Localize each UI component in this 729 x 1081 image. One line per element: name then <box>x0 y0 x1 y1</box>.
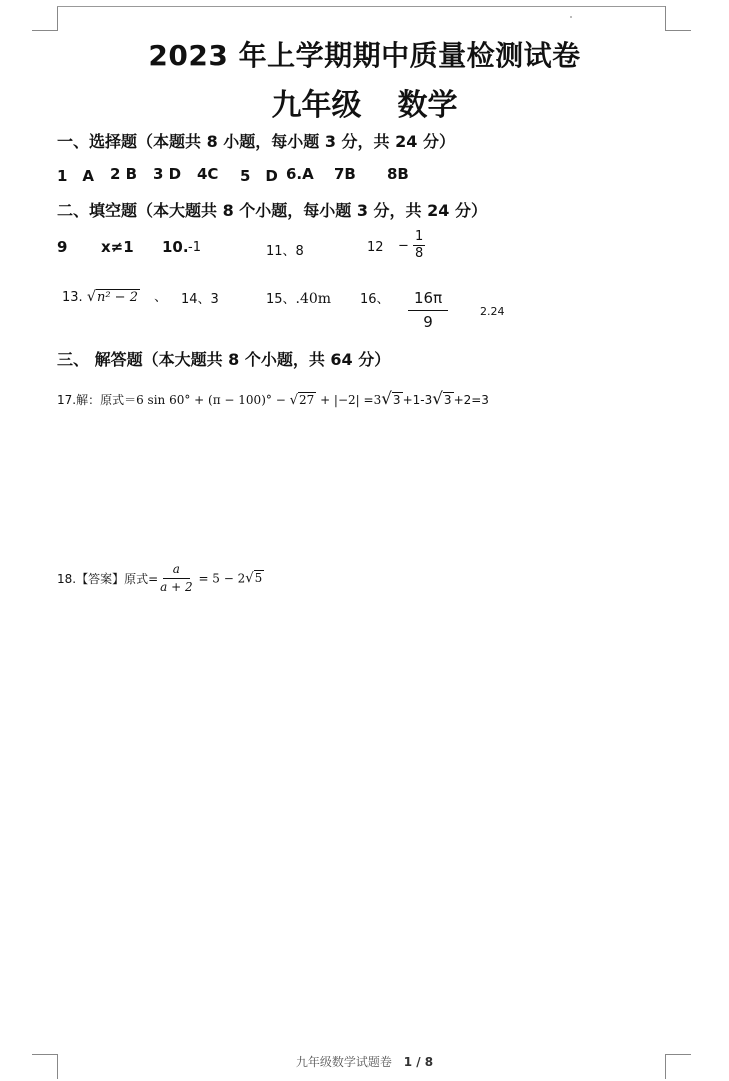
q17-expr-c: +1-3 <box>402 393 433 407</box>
section3-heading: 三、 解答题（本大题共 8 个小题，共 64 分） <box>57 350 391 369</box>
q9-answer: x≠1 <box>101 238 134 256</box>
answer-2: 2 B <box>110 165 138 183</box>
q15-number: 15、 <box>266 292 296 307</box>
page-top-border <box>57 6 665 7</box>
q12-denominator: 8 <box>415 246 424 262</box>
q15-answer: .40m <box>295 291 332 307</box>
q17-radical-1: √27 <box>289 393 315 408</box>
q13-number: 13. <box>62 290 83 305</box>
q11-answer: 11、8 <box>266 244 304 259</box>
q17-expr-b: + |−2| =3 <box>316 393 382 407</box>
answer-5: 5 D <box>240 167 278 185</box>
q13-separator: 、 <box>154 290 168 305</box>
q10-number: 10. <box>162 238 189 256</box>
corner-mark-top-left <box>32 6 58 31</box>
answer-8: 8B <box>387 165 409 183</box>
q10-answer: -1 <box>188 240 201 255</box>
q16-numerator: 16π <box>408 290 448 311</box>
q15-line <box>266 288 331 307</box>
speck <box>570 16 572 18</box>
q18-solution <box>57 563 264 594</box>
footer-label: 九年级数学试题卷 <box>295 1055 392 1069</box>
q13-radical: √n² − 2 <box>86 289 138 305</box>
q18-equals: = 5 − 2 <box>194 571 246 586</box>
page-number: 1 / 8 <box>403 1055 434 1069</box>
q9-number: 9 <box>57 238 68 256</box>
answer-4: 4C <box>197 165 219 183</box>
answer-1: 1 A <box>57 167 95 185</box>
q16-number: 16、 <box>360 292 390 307</box>
q12-number: 12 <box>367 240 384 255</box>
q13-line <box>62 286 167 305</box>
q16-answer <box>408 290 448 330</box>
q17-expr-a: 原式＝6 sin 60° + (π − 100)° − <box>100 393 290 407</box>
q14-answer: 14、3 <box>181 292 219 307</box>
q13-radicand: n² − 2 <box>96 290 138 305</box>
q18-radical: √5 <box>245 571 263 587</box>
q12-answer <box>398 230 425 262</box>
q17-radical-2: √3 <box>381 388 401 408</box>
corner-mark-top-right <box>665 6 691 31</box>
answer-3: 3 D <box>153 165 182 183</box>
exam-title: 2023 年上学期期中质量检测试卷 <box>148 39 581 72</box>
q17-expr-d: +2=3 <box>453 393 489 407</box>
q18-fraction <box>158 563 194 594</box>
section2-heading: 二、填空题（本大题共 8 个小题，每小题 3 分，共 24 分） <box>57 201 487 220</box>
q18-numerator: a <box>163 563 190 579</box>
exam-subtitle <box>0 80 729 124</box>
answer-7: 7B <box>334 165 356 183</box>
q17-radical-3: √3 <box>432 388 452 408</box>
q18-denominator: a + 2 <box>160 580 193 595</box>
q17-label: 17.解： <box>57 393 101 407</box>
q12-fraction <box>413 230 425 262</box>
q16-extra: 2.24 <box>480 305 505 318</box>
page-footer <box>0 1053 729 1070</box>
answer-6: 6.A <box>286 165 314 183</box>
subject-label: 数学 <box>397 88 458 123</box>
q16-denominator: 9 <box>423 312 433 331</box>
grade-label: 九年级 <box>271 88 362 123</box>
q17-solution <box>57 388 489 408</box>
q12-numerator: 1 <box>413 230 425 246</box>
section1-heading: 一、选择题（本题共 8 小题，每小题 3 分，共 24 分） <box>57 132 455 151</box>
q16-fraction <box>408 290 448 330</box>
q18-label: 18.【答案】原式= <box>57 572 159 587</box>
q12-sign: − <box>398 238 409 254</box>
